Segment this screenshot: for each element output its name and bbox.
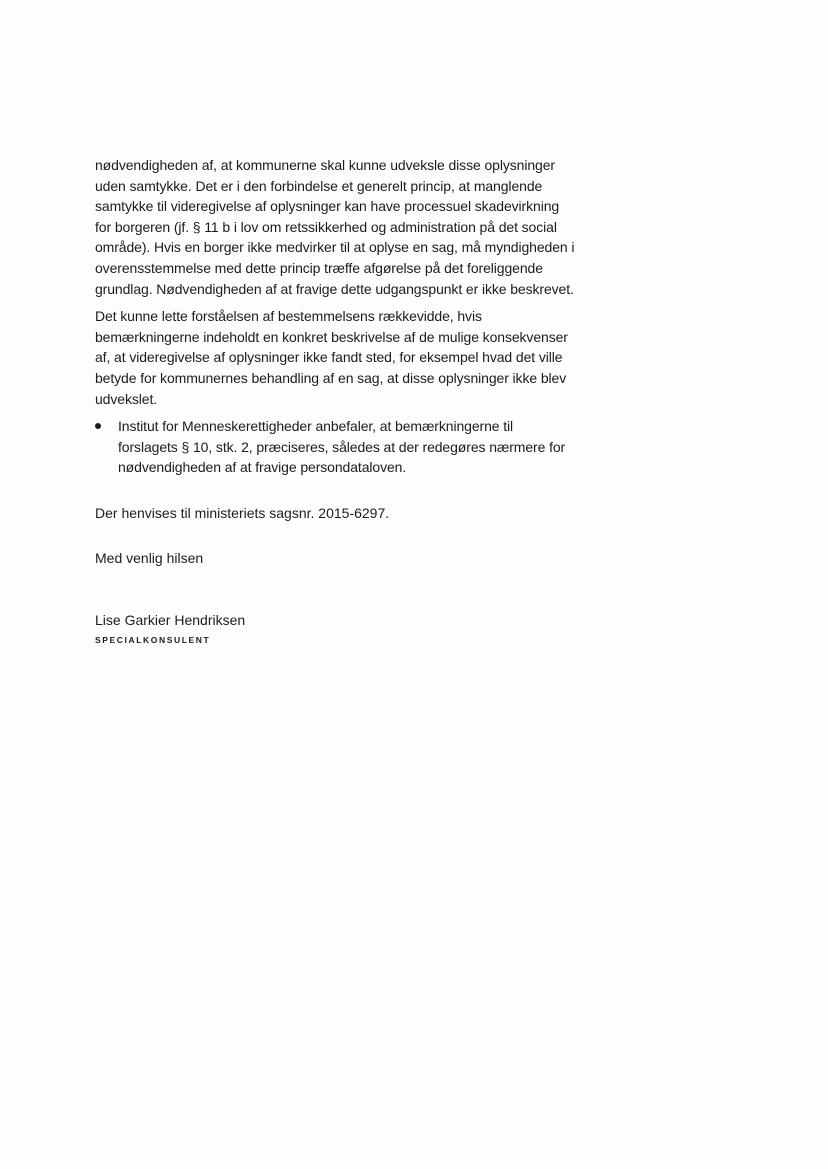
body-paragraph: Det kunne lette forståelsen af bestemmelsens rækkevidde, hvis bemærkningerne indeholdt en konkret beskrivelse af de mulige konsekvenser af, at videregivelse af oplysninger ikke fandt sted, for eksempel hvad det ville betyde for kommunernes behandling af en sag, at disse oplysninger ikke blev udvekslet. — [95, 308, 568, 407]
recommendation-text: Institut for Menneskerettigheder anbefaler, at bemærkningerne til forslagets § 10, stk. 2, præciseres, således at der redegøres nærmere for nødvendigheden af at fravige persondataloven. — [118, 418, 566, 476]
case-reference: Der henvises til ministeriets sagsnr. 2015-6297. — [95, 504, 390, 521]
bullet-icon — [95, 423, 101, 429]
recommendation-item — [95, 416, 575, 478]
signature-title: SPECIALKONSULENT — [95, 634, 211, 645]
closing-greeting: Med venlig hilsen — [95, 549, 204, 566]
letter-body — [95, 155, 575, 646]
recommendation-list — [95, 416, 575, 478]
body-paragraph: nødvendigheden af, at kommunerne skal kunne udveksle disse oplysninger uden samtykke. Det er i den forbindelse et generelt princip, at manglende samtykke til videregivelse af oplysninger kan have processuel skadevirkning for borgeren (jf. § 11 b i lov om retssikkerhed og administration på det social område). Hvis en borger ikke medvirker til at oplyse en sag, må myndigheden i overensstemmelse med dette princip træffe afgørelse på det foreliggende grundlag. Nødvendigheden af at fravige dette udgangspunkt er ikke beskrevet. — [95, 157, 575, 297]
signature-name: Lise Garkier Hendriksen — [95, 611, 246, 628]
